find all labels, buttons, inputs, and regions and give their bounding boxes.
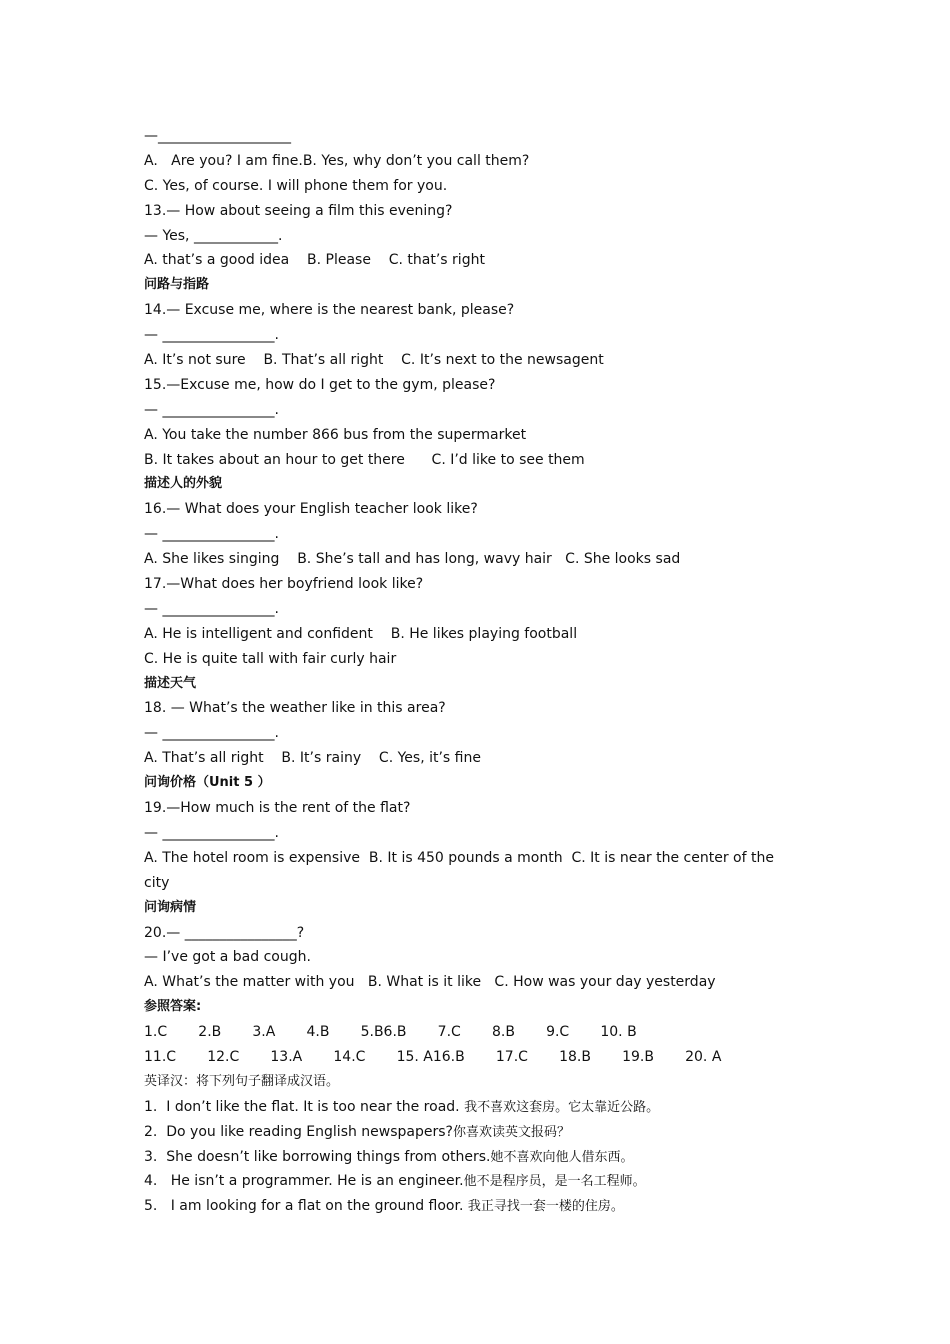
section-heading: 问询价格（Unit 5 ）: [144, 775, 271, 791]
text-line: A. The hotel room is expensive B. It is 450 pounds a month C. It is near the center of the: [144, 849, 774, 866]
translation-cn: 我不喜欢这套房。它太靠近公路。: [464, 1099, 660, 1115]
section-heading: 描述人的外貌: [144, 476, 223, 492]
answers-heading: 参照答案:: [144, 999, 202, 1015]
text-line: 13.— How about seeing a film this evening?: [144, 202, 453, 219]
text-line: C. Yes, of course. I will phone them for you.: [144, 177, 448, 194]
translation-en: 5. I am looking for a flat on the ground floor.: [144, 1198, 468, 1215]
text-line: —___________________: [144, 128, 291, 144]
section-heading: 问路与指路: [144, 277, 210, 293]
text-line: A. It’s not sure B. That’s all right C. It’s next to the newsagent: [144, 352, 604, 369]
text-line: 20.— ________________?: [144, 924, 305, 941]
translation-cn: 你喜欢读英文报码？: [452, 1124, 570, 1140]
text-line: 15.—Excuse me, how do I get to the gym, please?: [144, 376, 496, 393]
text-line: B. It takes about an hour to get there C. I’d like to see them: [144, 451, 585, 468]
text-line: A. He is intelligent and confident B. He likes playing football: [144, 625, 578, 642]
text-line: C. He is quite tall with fair curly hair: [144, 650, 397, 667]
text-line: — ________________.: [144, 824, 279, 841]
answer-row: 11.C 12.C 13.A 14.C 15. A16.B 17.C 18.B 19.B 20. A: [144, 1048, 722, 1065]
text-line: — ________________.: [144, 725, 279, 742]
text-line: 17.—What does her boyfriend look like?: [144, 576, 424, 593]
translation-instructions: 英译汉：将下列句子翻译成汉语。: [144, 1073, 340, 1089]
text-line: — ________________.: [144, 327, 279, 344]
text-line: A. Are you? I am fine.B. Yes, why don’t you call them?: [144, 152, 530, 169]
text-line: A. That’s all right B. It’s rainy C. Yes, it’s fine: [144, 750, 481, 767]
translation-cn: 他不是程序员，是一名工程师。: [463, 1174, 646, 1190]
translation-item: [144, 1120, 804, 1145]
translation-en: 2. Do you like reading English newspapers?: [144, 1123, 453, 1140]
translation-en: 1. I don’t like the flat. It is too near the road.: [144, 1098, 465, 1115]
text-line: A. What’s the matter with you B. What is it like C. How was your day yesterday: [144, 974, 716, 991]
translation-item: [144, 1169, 804, 1194]
text-line: 16.— What does your English teacher look like?: [144, 501, 478, 518]
translation-cn: 我正寻找一套一楼的住房。: [467, 1199, 624, 1215]
text-line: 18. — What’s the weather like in this area?: [144, 700, 446, 717]
text-line: A. She likes singing B. She’s tall and has long, wavy hair C. She looks sad: [144, 551, 681, 568]
translation-en: 3. She doesn’t like borrowing things from others.: [144, 1148, 491, 1165]
translation-item: [144, 1145, 804, 1170]
text-line: — Yes, ____________.: [144, 227, 283, 244]
text-line: — ________________.: [144, 401, 279, 418]
text-line: city: [144, 874, 170, 891]
answer-row: 1.C 2.B 3.A 4.B 5.B6.B 7.C 8.B 9.C 10. B: [144, 1024, 637, 1041]
text-line: 19.—How much is the rent of the flat?: [144, 800, 411, 817]
section-heading: 问询病情: [144, 899, 197, 915]
translation-item: [144, 1095, 804, 1120]
section-heading: 描述天气: [144, 675, 197, 691]
translation-item: [144, 1194, 804, 1219]
translation-cn: 她不喜欢向他人借东西。: [490, 1149, 634, 1165]
text-line: — ________________.: [144, 526, 279, 543]
text-line: — ________________.: [144, 600, 279, 617]
translation-en: 4. He isn’t a programmer. He is an engineer.: [144, 1173, 464, 1190]
text-line: A. You take the number 866 bus from the supermarket: [144, 426, 527, 443]
document-page: [144, 124, 804, 1219]
text-line: 14.— Excuse me, where is the nearest bank, please?: [144, 302, 515, 319]
text-line: A. that’s a good idea B. Please C. that’s right: [144, 252, 485, 269]
text-line: — I’ve got a bad cough.: [144, 949, 311, 966]
